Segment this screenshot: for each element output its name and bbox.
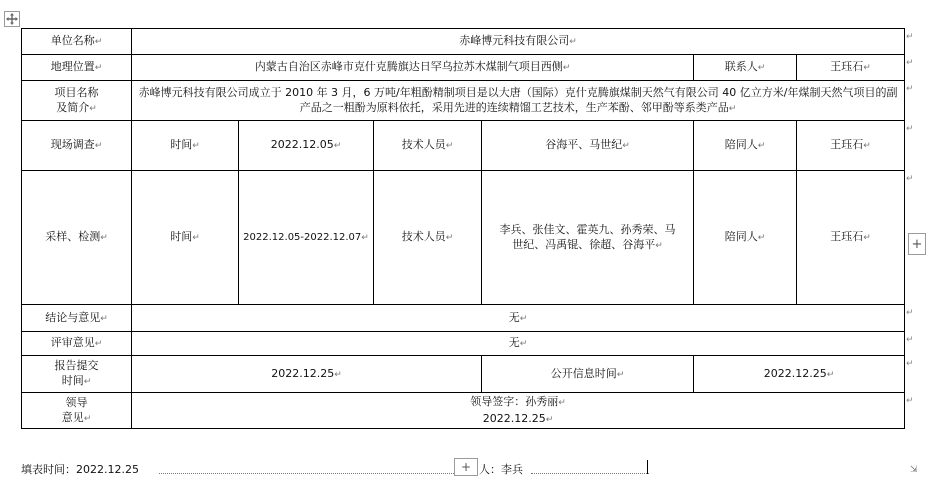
- project-description-cell[interactable]: [132, 81, 905, 121]
- project-description: 赤峰博元科技有限公司成立于 2010 年 3 月，6 万吨/年粗酚精制项目是以大唐（国际）克什克腾旗煤制天然气有限公司 40 亿立方米/年煤制天然气项目的副产品之一粗酚为原料依托，采用先进的连续精馏工艺技术，生产苯酚、邻甲酚等系类产品: [138, 85, 898, 114]
- accompany-label: 陪同人: [724, 230, 758, 243]
- contact-label-cell: [694, 55, 797, 81]
- filler-text: 人：李兵: [479, 463, 523, 476]
- sampling-time-value-cell[interactable]: [239, 171, 374, 305]
- cell-end-mark: ↵: [445, 233, 454, 243]
- site-survey-tech-label-cell: [374, 121, 482, 171]
- cell-end-mark: ↵: [655, 240, 663, 251]
- cell-end-mark: ↵: [83, 413, 92, 424]
- row-end-mark: ↵: [906, 335, 914, 345]
- table-move-handle-icon[interactable]: [4, 11, 20, 27]
- location-label: 地理位置: [50, 60, 95, 73]
- site-survey-accompany-value-cell[interactable]: [797, 121, 905, 171]
- project-label-line1: 项目名称: [54, 85, 99, 99]
- cell-end-mark: ↵: [622, 141, 630, 151]
- row-end-mark: ↵: [906, 174, 914, 184]
- sampling-tech-label-cell: [374, 171, 482, 305]
- row-end-mark: ↵: [906, 396, 914, 406]
- time-label: 时间: [170, 230, 193, 243]
- public-info-label: 公开信息时间: [550, 366, 617, 380]
- sampling-date-range: 2022.12.05-2022.12.07: [243, 231, 362, 243]
- site-survey-label: 现场调查: [50, 138, 95, 151]
- row-end-mark: ↵: [906, 32, 914, 42]
- report-date-cell[interactable]: [132, 356, 482, 393]
- leader-opinion-cell[interactable]: [132, 393, 905, 429]
- contact-label: 联系人: [724, 60, 758, 73]
- site-survey-accompany-label-cell: [694, 121, 797, 171]
- table-row: [22, 29, 905, 55]
- accompany-label: 陪同人: [724, 138, 758, 151]
- cell-end-mark: ↵: [826, 369, 835, 380]
- table-row: [22, 332, 905, 356]
- site-survey-accompany: 王珏石: [830, 138, 864, 151]
- fill-time-text: 填表时间：2022.12.25: [21, 463, 139, 476]
- unit-label-cell: [22, 29, 132, 55]
- cell-end-mark: ↵: [334, 369, 342, 380]
- leader-label-cell: [22, 393, 132, 429]
- leader-sign-date: 2022.12.25: [482, 411, 546, 425]
- sampling-accompany-value-cell[interactable]: [797, 171, 905, 305]
- sampling-accompany-label-cell: [694, 171, 797, 305]
- cell-end-mark: ↵: [89, 103, 97, 114]
- unit-label: 单位名称: [50, 34, 95, 47]
- cell-end-mark: ↵: [757, 233, 766, 243]
- cell-end-mark: ↵: [94, 339, 103, 349]
- cell-end-mark: ↵: [94, 141, 103, 151]
- tech-staff-label: 技术人员: [401, 138, 446, 151]
- sampling-time-label-cell: [132, 171, 239, 305]
- leader-dots: [531, 461, 649, 474]
- leader-signature: 领导签字：孙秀丽: [470, 394, 559, 408]
- sampling-tech-value-cell[interactable]: [482, 171, 694, 305]
- leader-label-line2: 意见: [61, 410, 84, 424]
- review-value: 无: [508, 336, 520, 349]
- cell-end-mark: ↵: [616, 369, 625, 380]
- row-end-mark: ↵: [906, 124, 914, 134]
- table-row: [22, 171, 905, 305]
- row-end-mark: ↵: [906, 359, 914, 369]
- unit-value-cell[interactable]: [132, 29, 905, 55]
- table-row: [22, 81, 905, 121]
- public-info-date-cell[interactable]: [694, 356, 905, 393]
- cell-end-mark: ↵: [863, 141, 871, 151]
- conclusion-value: 无: [508, 310, 520, 324]
- cell-end-mark: ↵: [445, 141, 454, 151]
- add-column-button[interactable]: +: [908, 233, 926, 255]
- public-info-date: 2022.12.25: [763, 366, 827, 380]
- contact-value-cell[interactable]: [797, 55, 905, 81]
- site-survey-time-label-cell: [132, 121, 239, 171]
- cell-end-mark: ↵: [545, 414, 554, 425]
- cell-end-mark: ↵: [192, 233, 200, 243]
- cell-end-mark: ↵: [333, 141, 342, 151]
- add-row-button[interactable]: +: [454, 458, 478, 476]
- report-label-cell: [22, 356, 132, 393]
- sampling-tech-staff: 李兵、张佳文、霍英九、孙秀荣、马世纪、冯禹锟、徐超、谷海平: [499, 222, 676, 251]
- table-row: [22, 305, 905, 332]
- cell-end-mark: ↵: [863, 63, 871, 73]
- site-survey-time-value-cell[interactable]: [239, 121, 374, 171]
- leader-dots: [159, 461, 454, 474]
- unit-value: 赤峰博元科技有限公司: [459, 34, 570, 47]
- row-end-mark: ↵: [906, 308, 914, 318]
- table-row: [22, 356, 905, 393]
- table-row: [22, 121, 905, 171]
- cell-end-mark: ↵: [728, 103, 737, 114]
- cell-end-mark: ↵: [519, 313, 528, 324]
- project-label-cell: [22, 81, 132, 121]
- review-label: 评审意见: [50, 336, 95, 349]
- location-label-cell: [22, 55, 132, 81]
- row-end-mark: ↵: [906, 84, 914, 94]
- table-row: [22, 55, 905, 81]
- leader-label-line1: 领导: [65, 395, 88, 409]
- cell-end-mark: ↵: [361, 232, 369, 243]
- cell-end-mark: ↵: [192, 141, 200, 151]
- report-date: 2022.12.25: [271, 366, 335, 380]
- table-resize-handle-icon[interactable]: ⇲: [910, 465, 918, 475]
- site-survey-label-cell: [22, 121, 132, 171]
- location-value-cell[interactable]: [132, 55, 694, 81]
- conclusion-value-cell[interactable]: [132, 305, 905, 332]
- tech-staff-label: 技术人员: [401, 230, 446, 243]
- sampling-accompany: 王珏石: [830, 230, 864, 243]
- project-label-line2: 及简介: [56, 100, 90, 114]
- site-survey-date: 2022.12.05: [270, 138, 334, 151]
- time-label: 时间: [170, 138, 193, 151]
- cell-end-mark: ↵: [757, 63, 766, 73]
- cell-end-mark: ↵: [519, 339, 528, 349]
- location-value: 内蒙古自治区赤峰市克什克腾旗达日罕乌拉苏木煤制气项目西侧: [254, 60, 563, 73]
- site-survey-tech-value-cell[interactable]: [482, 121, 694, 171]
- contact-value: 王珏石: [830, 60, 864, 73]
- cell-end-mark: ↵: [562, 63, 571, 73]
- cell-end-mark: ↵: [94, 63, 103, 73]
- cell-end-mark: ↵: [83, 377, 92, 387]
- conclusion-label: 结论与意见: [45, 310, 101, 324]
- cell-end-mark: ↵: [94, 37, 103, 47]
- row-end-mark: ↵: [906, 58, 914, 68]
- report-label-line2: 时间: [61, 374, 84, 387]
- table-row: [22, 393, 905, 429]
- record-table: [21, 28, 905, 429]
- cell-end-mark: ↵: [863, 233, 871, 243]
- cell-end-mark: ↵: [757, 141, 766, 151]
- review-value-cell[interactable]: [132, 332, 905, 356]
- sampling-label-cell: [22, 171, 132, 305]
- sampling-label: 采样、检测: [45, 230, 101, 243]
- cell-end-mark: ↵: [569, 37, 577, 47]
- site-survey-tech-staff: 谷海平、马世纪: [545, 138, 623, 151]
- public-info-label-cell: [482, 356, 694, 393]
- review-label-cell: [22, 332, 132, 356]
- cell-end-mark: ↵: [100, 313, 108, 324]
- conclusion-label-cell: [22, 305, 132, 332]
- text-cursor: [647, 460, 648, 474]
- cell-end-mark: ↵: [100, 233, 108, 243]
- report-label-line1: 报告提交: [54, 359, 99, 372]
- footer-line: [21, 461, 681, 475]
- cell-end-mark: ↵: [558, 397, 566, 408]
